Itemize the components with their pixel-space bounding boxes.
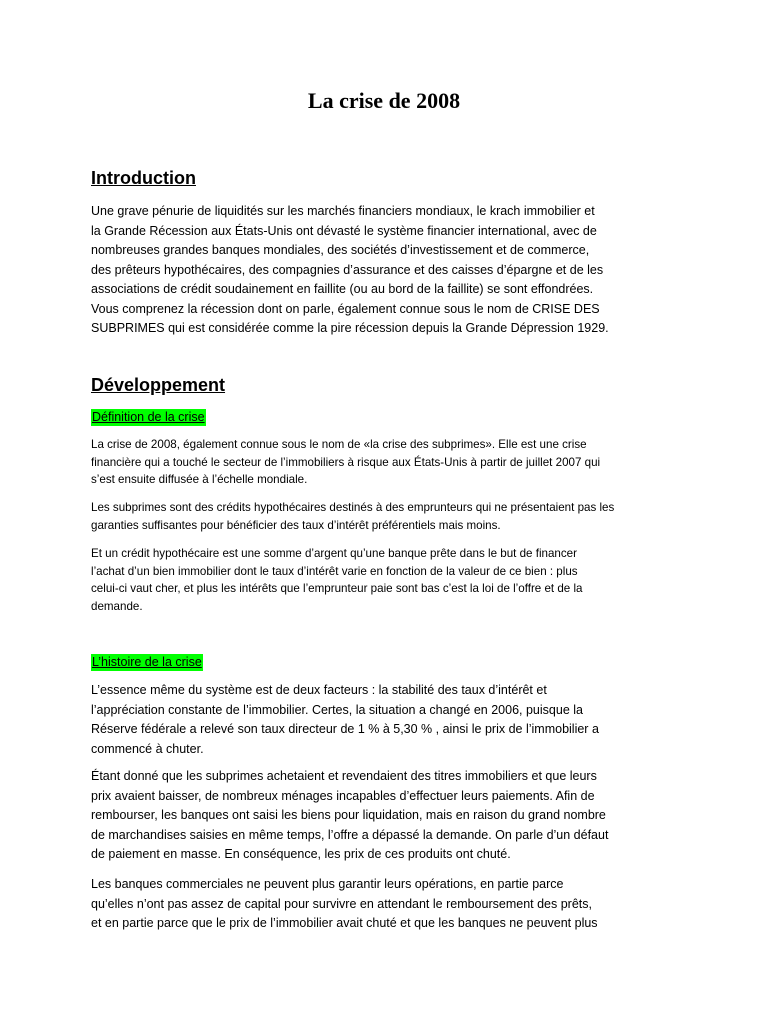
definition-paragraph-3: Et un crédit hypothécaire est une somme d’argent qu’une banque prête dans le but de financer l’achat d’un bien immobilier dont le taux d’intérêt varie en fonction de la valeur de ce bien : plus celui-ci vaut cher, et plus les intérêts que l’emprunteur paie sont bas c’est la loi de l’offre et de la demande. xyxy=(91,547,583,613)
document-title: La crise de 2008 xyxy=(307,88,461,113)
section-heading-introduction: Introduction xyxy=(91,168,196,188)
definition-paragraph-2: Les subprimes sont des crédits hypothécaires destinés à des emprunteurs qui ne présentaient pas les garanties suffisantes pour bénéficier des taux d’intérêt préférentiels mais moins. xyxy=(91,501,615,532)
introduction-paragraph: Une grave pénurie de liquidités sur les marchés financiers mondiaux, le krach immobilier et la Grande Récession aux États-Unis ont dévasté le système financier international, avec de nombreuses grandes banques mondiales, des sociétés d’investissement et de commerce, des prêteurs hypothécaires, des compagnies d’assurance et des caisses d’épargne et de les associations de crédit soudainement en faillite (ou au bord de la faillite) se sont effondrées. Vous comprenez la récession dont on parle, également connue sous le nom de CRISE DES SUBPRIMES qui est considérée comme la pire récession depuis la Grande Dépression 1929. xyxy=(91,204,609,335)
section-heading-developpement: Développement xyxy=(91,375,226,395)
histoire-paragraph-3: Les banques commerciales ne peuvent plus garantir leurs opérations, en partie parce qu’elles n’ont pas assez de capital pour survivre en attendant le remboursement des prêts, et en partie parce que le prix de l’immobilier avait chuté et que les banques ne peuvent plus xyxy=(91,877,598,930)
definition-paragraph-1: La crise de 2008, également connue sous le nom de «la crise des subprimes». Elle est une crise financière qui a touché le secteur de l’immobiliers à risque aux États-Unis à partir de juillet 2007 qui s’est ensuite diffusée à l’échelle mondiale. xyxy=(91,438,601,486)
subheading-definition: Définition de la crise xyxy=(92,410,205,424)
histoire-paragraph-1: L’essence même du système est de deux facteurs : la stabilité des taux d’intérêt et l’appréciation constante de l’immobilier. Certes, la situation a changé en 2006, puisque la Réserve fédérale a relevé son taux directeur de 1 % à 5,30 % , ainsi le prix de l’immobilier a commencé à chuter. xyxy=(91,683,599,756)
histoire-paragraph-2: Étant donné que les subprimes achetaient et revendaient des titres immobiliers et que leurs prix avaient baisser, de nombreux ménages incapables d’effectuer leurs paiements. Afin de rembourser, les banques ont saisi les biens pour liquidation, mais en raison du grand nombre de marchandises saisies en même temps, l’offre a dépassé la demande. On parle d’un défaut de paiement en masse. En conséquence, les prix de ces produits ont chuté. xyxy=(91,769,609,861)
subheading-histoire: L’histoire de la crise xyxy=(92,655,202,669)
